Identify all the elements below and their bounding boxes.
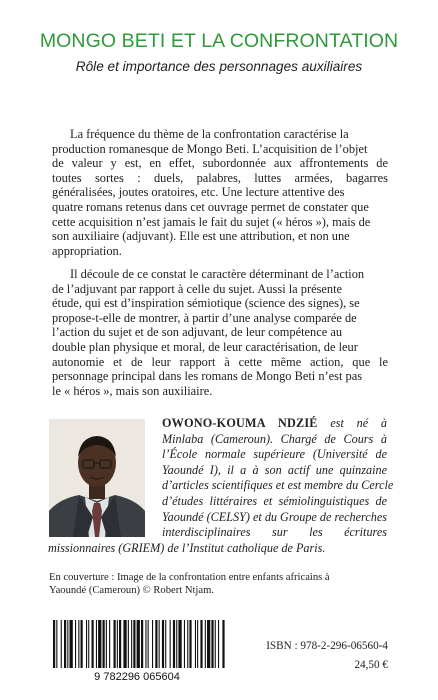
author-bio	[48, 416, 394, 556]
bio-first-line-rest: est né à	[330, 416, 388, 430]
barcode-bar	[137, 620, 140, 668]
summary-paragraph-2	[52, 267, 388, 398]
text-line: toutes sortes : duels, palabres, luttes armées, bagarres	[52, 170, 388, 185]
barcode-bar	[123, 620, 126, 668]
barcode-bars	[53, 620, 225, 668]
barcode-bar	[205, 620, 206, 668]
bio-line: d’articles scientifiques et est membre du Cercle	[162, 478, 394, 493]
isbn-barcode	[41, 618, 233, 682]
barcode-bar	[114, 620, 116, 668]
barcode-bar	[178, 620, 181, 668]
text-line: l’action du sujet et de son adjuvant, de leur compétence au	[52, 325, 343, 340]
barcode-bar	[173, 620, 175, 668]
barcode-bar	[195, 620, 196, 668]
text-line: le « héros », mais son auxiliaire.	[52, 383, 213, 398]
bio-line: Yaoundé (CELSY) et du Groupe de recherches	[162, 509, 387, 524]
bio-line: l’École normale supérieure (Université de	[162, 447, 387, 462]
bio-first-line	[162, 416, 387, 432]
text-line: quatre romans retenus dans cet ouvrage permet de constater que	[52, 199, 369, 214]
barcode-bar	[81, 620, 83, 668]
barcode-bar	[88, 620, 89, 668]
bio-line: Minlaba (Cameroun). Chargé de Cours à	[162, 431, 387, 446]
price: 24,50 €	[354, 659, 388, 671]
text-line: autonomie et de leur rapport à cette même action, que le	[52, 354, 388, 369]
barcode-bar	[78, 620, 79, 668]
barcode-bar	[189, 620, 191, 668]
cover-credit-line: Yaoundé (Cameroun) © Robert Ntjam.	[49, 585, 214, 597]
bio-line: interdisciplinaires sur les écritures	[162, 525, 387, 540]
barcode-bar	[103, 620, 105, 668]
barcode-bar	[211, 620, 213, 668]
book-subtitle: Rôle et importance des personnages auxiliaires	[75, 59, 363, 74]
barcode-bar	[155, 620, 157, 668]
barcode-bar	[128, 620, 129, 668]
barcode-bar	[165, 620, 166, 668]
barcode-bar	[64, 620, 66, 668]
barcode-bar	[98, 620, 101, 668]
barcode-bar	[197, 620, 198, 668]
barcode-bar	[184, 620, 185, 668]
text-line: Il découle de ce constat le caractère déterminant de l’action	[70, 267, 365, 281]
barcode-bar	[86, 620, 87, 668]
author-name: OWONO-KOUMA NDZIÉ	[162, 416, 318, 430]
barcode-digits: 9 782296 065604	[94, 671, 180, 682]
text-line: La fréquence du thème de la confrontation caractérise la	[70, 127, 349, 141]
barcode-bar	[96, 620, 97, 668]
barcode-bar	[131, 620, 132, 668]
author-photo	[49, 419, 145, 537]
author-portrait-image	[49, 419, 145, 537]
barcode-bar	[152, 620, 153, 668]
barcode-bar	[109, 620, 110, 668]
barcode-bar	[92, 620, 94, 668]
barcode-bar	[141, 620, 143, 668]
barcode-bar	[106, 620, 107, 668]
barcode-bar	[200, 620, 202, 668]
barcode-bar	[187, 620, 188, 668]
barcode-bar	[67, 620, 68, 668]
bio-line: d’études littéraires et sémiolinguistiques de	[162, 493, 387, 508]
barcode-bar	[215, 620, 216, 668]
bio-line: missionnaires (GRIEM) de l’Institut catholique de Paris.	[48, 540, 326, 555]
text-line: généralisées, joutes oratoires, etc. Une lecture attentive des	[52, 185, 345, 200]
barcode-bar	[148, 620, 149, 668]
text-line: appropriation.	[52, 243, 122, 258]
text-line: son auxiliaire (adjuvant). Elle est une attribution, et non une	[52, 229, 350, 244]
barcode-bar	[53, 620, 55, 668]
text-line: double plan physique et moral, de leur caractérisation, de leur	[52, 339, 358, 354]
barcode-bar	[145, 620, 146, 668]
barcode-bar	[133, 620, 135, 668]
barcode-bar	[70, 620, 73, 668]
book-title: MONGO BETI ET LA CONFRONTATION	[39, 30, 399, 52]
summary-paragraph-1	[52, 127, 388, 258]
text-line: propose-t-elle de montrer, à partir d’une analyse comparée de	[52, 310, 357, 325]
text-line: production romanesque de Mongo Beti. L’acquisition de l’objet	[52, 141, 368, 156]
barcode-bar	[159, 620, 160, 668]
cover-credit	[49, 571, 389, 597]
barcode-bar	[75, 620, 76, 668]
barcode-bar	[119, 620, 121, 668]
barcode-bar	[162, 620, 164, 668]
isbn-number: ISBN : 978-2-296-06560-4	[266, 640, 388, 652]
barcode-bar	[222, 620, 224, 668]
text-line: de l’adjuvant par rapport à celle du sujet. Aussi la présente	[52, 281, 343, 296]
text-line: de valeur y est, en effet, subordonnée aux affrontements de	[52, 156, 388, 171]
barcode-bar	[176, 620, 177, 668]
text-line: étude, qui est d’inspiration sémiotique (science des signes), se	[52, 296, 360, 311]
barcode-bar	[170, 620, 171, 668]
text-line: cette acquisition n’est jamais le fait du sujet (« héros »), mais de	[52, 214, 371, 229]
barcode-bar	[218, 620, 219, 668]
cover-credit-line: En couverture : Image de la confrontation entre enfants africains à	[49, 572, 330, 583]
barcode-bar	[61, 620, 62, 668]
text-line: personnage principal dans les romans de Mongo Beti n’est pas	[52, 369, 363, 384]
bio-line: Yaoundé I), il a à son actif une quinzaine	[162, 462, 387, 477]
barcode-bar	[56, 620, 57, 668]
barcode-bar	[207, 620, 210, 668]
barcode-bar	[117, 620, 118, 668]
